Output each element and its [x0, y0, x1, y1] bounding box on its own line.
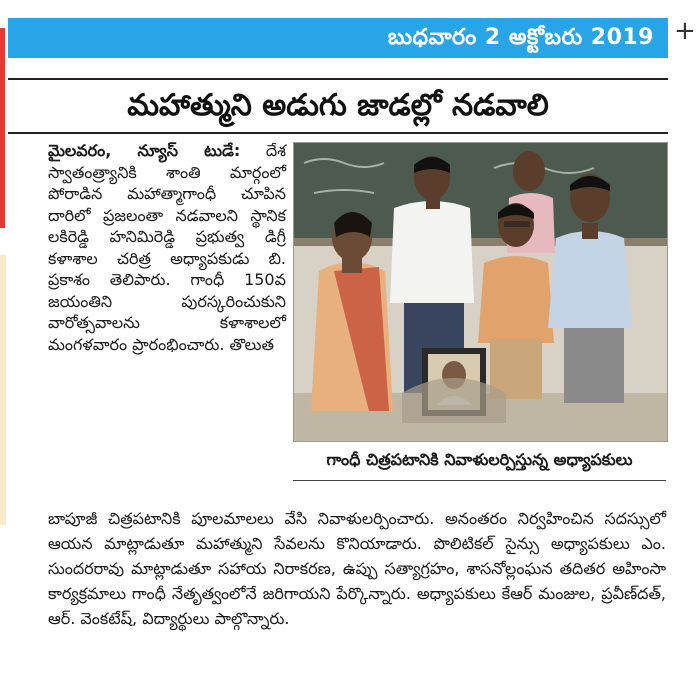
article-column-text: దేశ స్వాతంత్ర్యానికి శాంతి మార్గంలో పోరాడిన మహాత్మాగాంధీ చూపిన దారిలో ప్రజలంతా నడవాలని స్థానిక లకిరెడ్డి హనిమిరెడ్డి ప్రభుత్వ డిగ్రీ కళాశాల చరిత్ర అధ్యాపకుడు బి. ప్రకాశం తెలిపారు. గాంధీ 150వ జయంతిని పురస్కరించుకుని వారోత్సవాలను కళాశాలలో మంగళవారం ప్రారంభించారు. తొలుత — [48, 141, 287, 354]
issue-date: బుధవారం 2 అక్టోబరు 2019 — [387, 25, 654, 50]
article-continuation — [48, 506, 666, 631]
page-edge-cream-mark — [0, 255, 6, 525]
date-header-band — [8, 18, 668, 58]
article-column — [48, 140, 286, 355]
page-edge-red-mark — [0, 28, 5, 228]
photo-caption: గాంధీ చిత్రపటానికి నివాళులర్పిస్తున్న అధ్యాపకులు — [326, 450, 633, 469]
article-photo — [293, 142, 668, 442]
article-dateline: మైలవరం, న్యూస్ టుడే: — [48, 141, 241, 160]
caption-rule — [293, 480, 666, 481]
headline-bottom-rule — [8, 132, 668, 134]
headline-top-rule — [8, 78, 668, 80]
article-continuation-text: బాపూజీ చిత్రపటానికి పూలమాలలు వేసి నివాళులర్పించారు. అనంతరం నిర్వహించిన సదస్సులో ఆయన మాట్లాడుతూ మహాత్ముని సేవలను కొనియాడారు. పొలిటికల్ సైన్సు అధ్యాపకులు ఎం. సుందరరావు మాట్లాడుతూ సహాయ నిరాకరణ, ఉప్పు సత్యాగ్రహం, శాసనోల్లంఘన తదితర అహింసా కార్యక్రమాలు గాంధీ నేతృత్వంలోనే జరిగాయని పేర్కొన్నారు. అధ్యాపకులు కేఆర్ మంజుల, ప్రవీణ్‌దత్, ఆర్. వెంకటేష్, విద్యార్థులు పాల్గొన్నారు. — [48, 509, 666, 628]
crop-plus-mark-icon: + — [674, 16, 696, 46]
article-headline: మహాత్ముని అడుగు జాడల్లో నడవాలి — [127, 88, 549, 123]
